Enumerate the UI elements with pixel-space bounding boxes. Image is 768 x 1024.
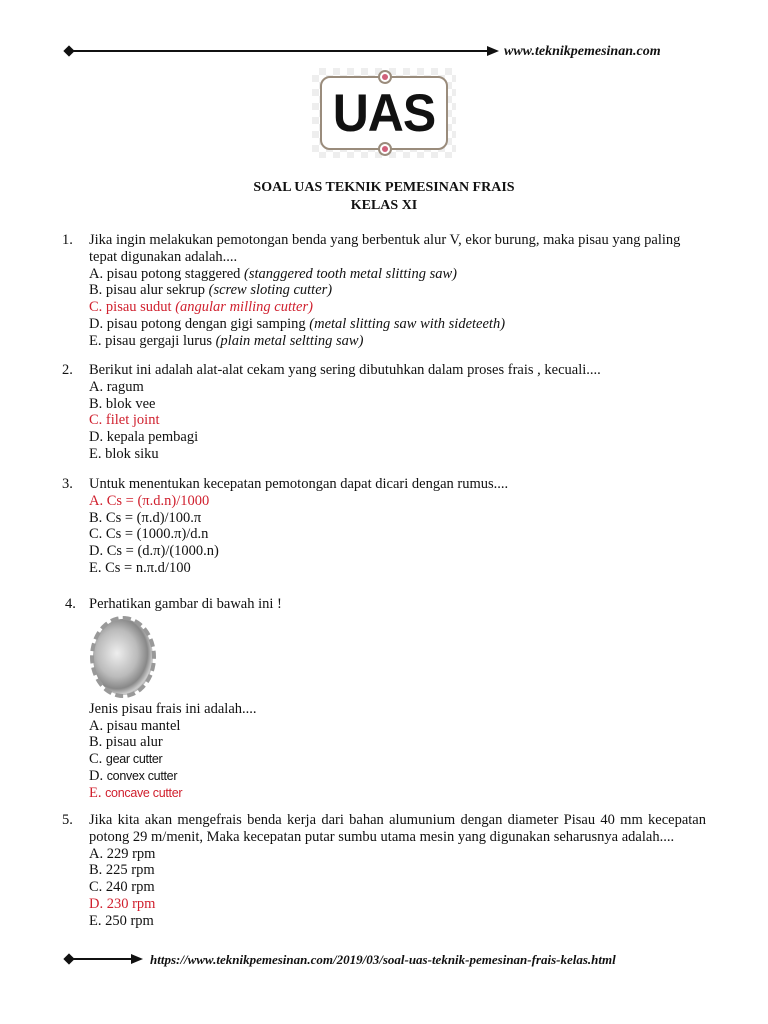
question-text: Berikut ini adalah alat-alat cekam yang sering dibutuhkan dalam proses frais , kecuali.... bbox=[89, 362, 601, 378]
option-c: C. Cs = (1000.π)/d.n bbox=[89, 526, 209, 543]
header-arrow-icon bbox=[487, 46, 499, 56]
header-url[interactable]: www.teknikpemesinan.com bbox=[504, 44, 661, 59]
option-e: E. 250 rpm bbox=[89, 912, 154, 929]
option-d: D. convex cutter bbox=[89, 767, 178, 784]
option-d: D. Cs = (d.π)/(1000.n) bbox=[89, 543, 219, 560]
option-d: D. pisau potong dengan gigi samping (metal slitting saw with sideteeth) bbox=[89, 315, 506, 332]
option-d: D. kepala pembagi bbox=[89, 429, 199, 446]
option-e: E. pisau gergaji lurus (plain metal seltting saw) bbox=[89, 332, 364, 349]
question-1 bbox=[62, 232, 706, 350]
question-5 bbox=[62, 812, 706, 930]
logo-text: UAS bbox=[332, 83, 436, 143]
option-a: A. pisau mantel bbox=[89, 717, 181, 734]
question-text: Untuk menentukan kecepatan pemotongan dapat dicari dengan rumus.... bbox=[89, 476, 509, 492]
option-e: E. Cs = n.π.d/100 bbox=[89, 559, 191, 576]
question-number: 4. bbox=[65, 596, 76, 612]
option-c: C. 240 rpm bbox=[89, 879, 155, 896]
footer-url[interactable]: https://www.teknikpemesinan.com/2019/03/soal-uas-teknik-pemesinan-frais-kelas.html bbox=[150, 952, 616, 967]
heart-icon bbox=[378, 142, 392, 156]
question-number: 2. bbox=[62, 362, 73, 378]
question-text: Perhatikan gambar di bawah ini ! bbox=[89, 596, 282, 612]
option-c-correct: C. pisau sudut (angular milling cutter) bbox=[89, 299, 313, 316]
option-a-correct: A. Cs = (π.d.n)/1000 bbox=[89, 492, 210, 509]
page-title: SOAL UAS TEKNIK PEMESINAN FRAIS bbox=[253, 180, 515, 195]
question-text: Jika kita akan mengefrais benda kerja dari bahan alumunium dengan diameter Pisau 40 mm kecepatan potong 29 m/menit, Maka kecepatan putar sumbu utama mesin yang digunakan seharusnya adalah.... bbox=[89, 812, 706, 845]
footer-arrow-icon bbox=[131, 954, 143, 964]
milling-cutter-image bbox=[91, 617, 153, 697]
option-b: B. pisau alur sekrup (screw sloting cutter) bbox=[89, 282, 333, 299]
question-number: 3. bbox=[62, 476, 73, 492]
question-2 bbox=[62, 362, 706, 463]
page-subtitle: KELAS XI bbox=[350, 198, 418, 213]
option-e: E. blok siku bbox=[89, 445, 159, 462]
question-number: 1. bbox=[62, 232, 73, 248]
option-b: B. pisau alur bbox=[89, 734, 163, 751]
option-a: A. pisau potong staggered (stanggered tooth metal slitting saw) bbox=[89, 265, 457, 282]
header-rule bbox=[70, 50, 490, 52]
option-b: B. Cs = (π.d)/100.π bbox=[89, 509, 202, 526]
option-d-correct: D. 230 rpm bbox=[89, 895, 156, 912]
option-c-correct: C. filet joint bbox=[89, 412, 160, 429]
question-number: 5. bbox=[62, 812, 73, 828]
option-a: A. 229 rpm bbox=[89, 845, 156, 862]
footer-rule bbox=[70, 958, 134, 960]
question-4 bbox=[62, 596, 706, 802]
option-b: B. 225 rpm bbox=[89, 862, 155, 879]
option-e-correct: E. concave cutter bbox=[89, 784, 183, 801]
question-subtext: Jenis pisau frais ini adalah.... bbox=[89, 700, 257, 717]
option-a: A. ragum bbox=[89, 378, 144, 395]
option-b: B. blok vee bbox=[89, 395, 156, 412]
question-text: Jika ingin melakukan pemotongan benda yang berbentuk alur V, ekor burung, maka pisau yang paling tepat digunakan adalah.... bbox=[89, 232, 681, 265]
question-3 bbox=[62, 476, 706, 577]
option-c: C. gear cutter bbox=[89, 751, 163, 768]
heart-icon bbox=[378, 70, 392, 84]
uas-logo bbox=[312, 68, 456, 158]
